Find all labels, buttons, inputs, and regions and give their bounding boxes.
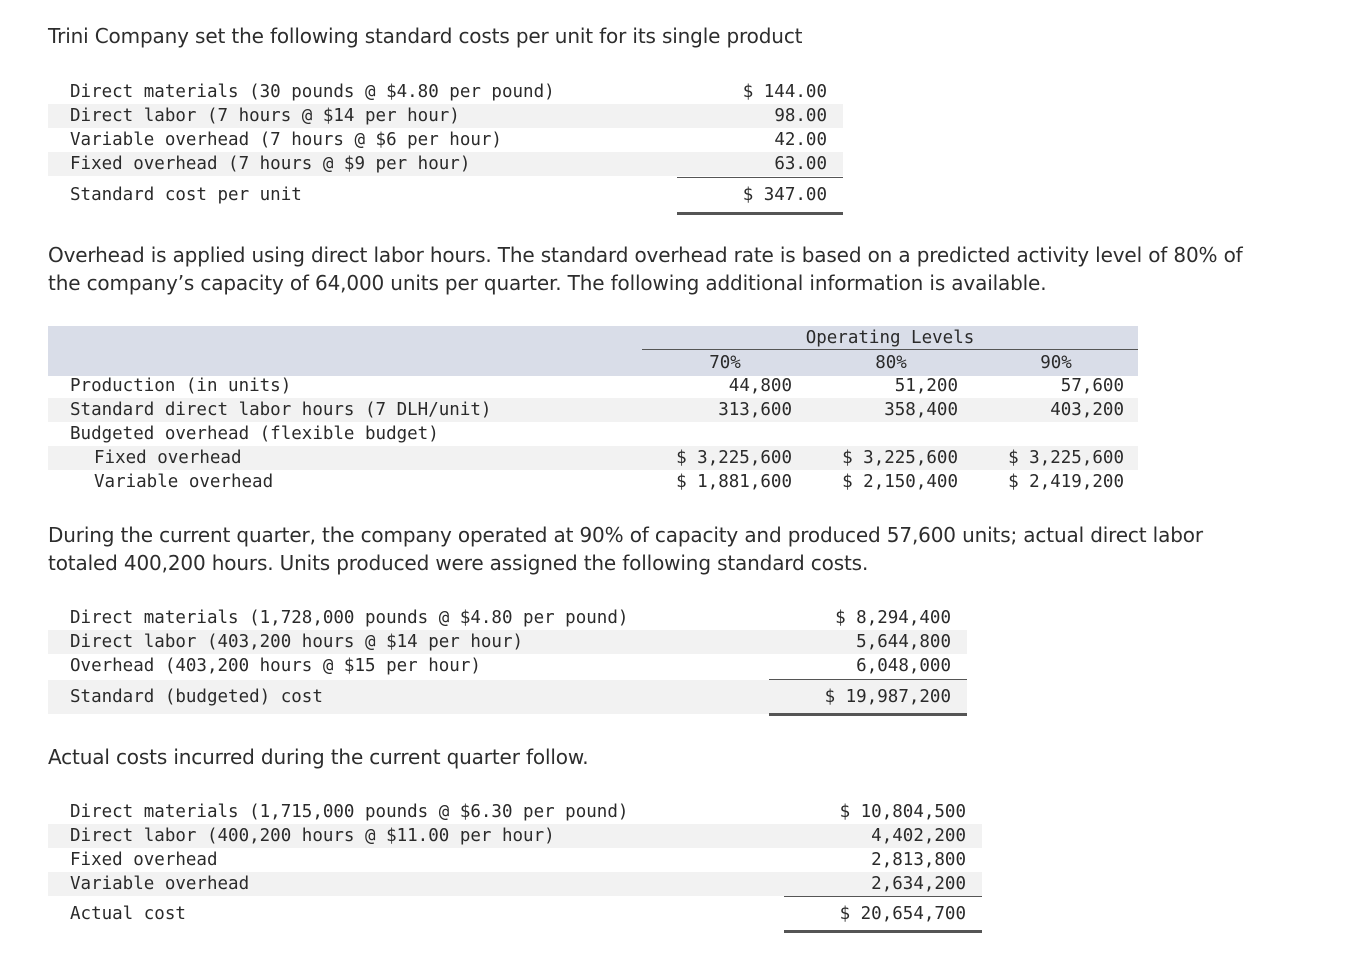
table-row: Direct materials (1,715,000 pounds @ $6.30 per pound) $ 10,804,500 xyxy=(70,802,966,822)
intro-text: Trini Company set the following standard costs per unit for its single product xyxy=(48,24,803,48)
table-row: Variable overhead $ 1,881,600 $ 2,150,400 $ 2,419,200 xyxy=(94,472,1124,492)
total-row: Actual cost $ 20,654,700 xyxy=(70,904,966,924)
header-rule xyxy=(642,349,1138,350)
total-double-rule xyxy=(677,212,843,215)
actual-intro-text: Actual costs incurred during the current quarter follow. xyxy=(48,745,589,769)
table-row: Direct labor (400,200 hours @ $11.00 per hour) 4,402,200 xyxy=(48,824,982,848)
table-row: Direct materials (30 pounds @ $4.80 per pound) $ 144.00 xyxy=(70,82,827,102)
table-row: Fixed overhead 2,813,800 xyxy=(70,850,966,870)
table-row: Direct materials (1,728,000 pounds @ $4.80 per pound) $ 8,294,400 xyxy=(70,608,951,628)
operating-levels-header: Operating Levels xyxy=(805,328,975,348)
table-row: Direct labor (403,200 hours @ $14 per hour) 5,644,800 xyxy=(48,630,967,654)
table-row: Fixed overhead (7 hours @ $9 per hour) 63.00 xyxy=(48,152,843,176)
table-row: Variable overhead (7 hours @ $6 per hour) 42.00 xyxy=(70,130,827,150)
column-header-80: 80% xyxy=(875,353,907,373)
column-header-70: 70% xyxy=(709,353,741,373)
table-row: Budgeted overhead (flexible budget) xyxy=(70,424,439,444)
table-row: Overhead (403,200 hours @ $15 per hour) 6,048,000 xyxy=(70,656,951,676)
table-row: Standard direct labor hours (7 DLH/unit) 313,600 358,400 403,200 xyxy=(48,398,1138,422)
table-row: Fixed overhead $ 3,225,600 $ 3,225,600 $ 3,225,600 xyxy=(48,446,1138,470)
total-double-rule xyxy=(769,713,967,716)
quarter-paragraph: During the current quarter, the company operated at 90% of capacity and produced 57,600 units; actual direct labor totaled 400,200 hours. Units produced were assigned the following standard costs. xyxy=(48,523,1203,575)
table-row: Direct labor (7 hours @ $14 per hour) 98.00 xyxy=(48,104,843,128)
table-row: Production (in units) 44,800 51,200 57,600 xyxy=(70,376,1124,396)
total-row: Standard (budgeted) cost $ 19,987,200 xyxy=(48,680,967,714)
total-double-rule xyxy=(784,930,982,933)
overhead-paragraph: Overhead is applied using direct labor hours. The standard overhead rate is based on a predicted activity level of 80% of the company’s capacity of 64,000 units per quarter. The following additional information is available. xyxy=(48,243,1243,295)
column-header-90: 90% xyxy=(1040,353,1072,373)
total-row: Standard cost per unit $ 347.00 xyxy=(70,185,827,205)
table-row: Variable overhead 2,634,200 xyxy=(48,872,982,896)
